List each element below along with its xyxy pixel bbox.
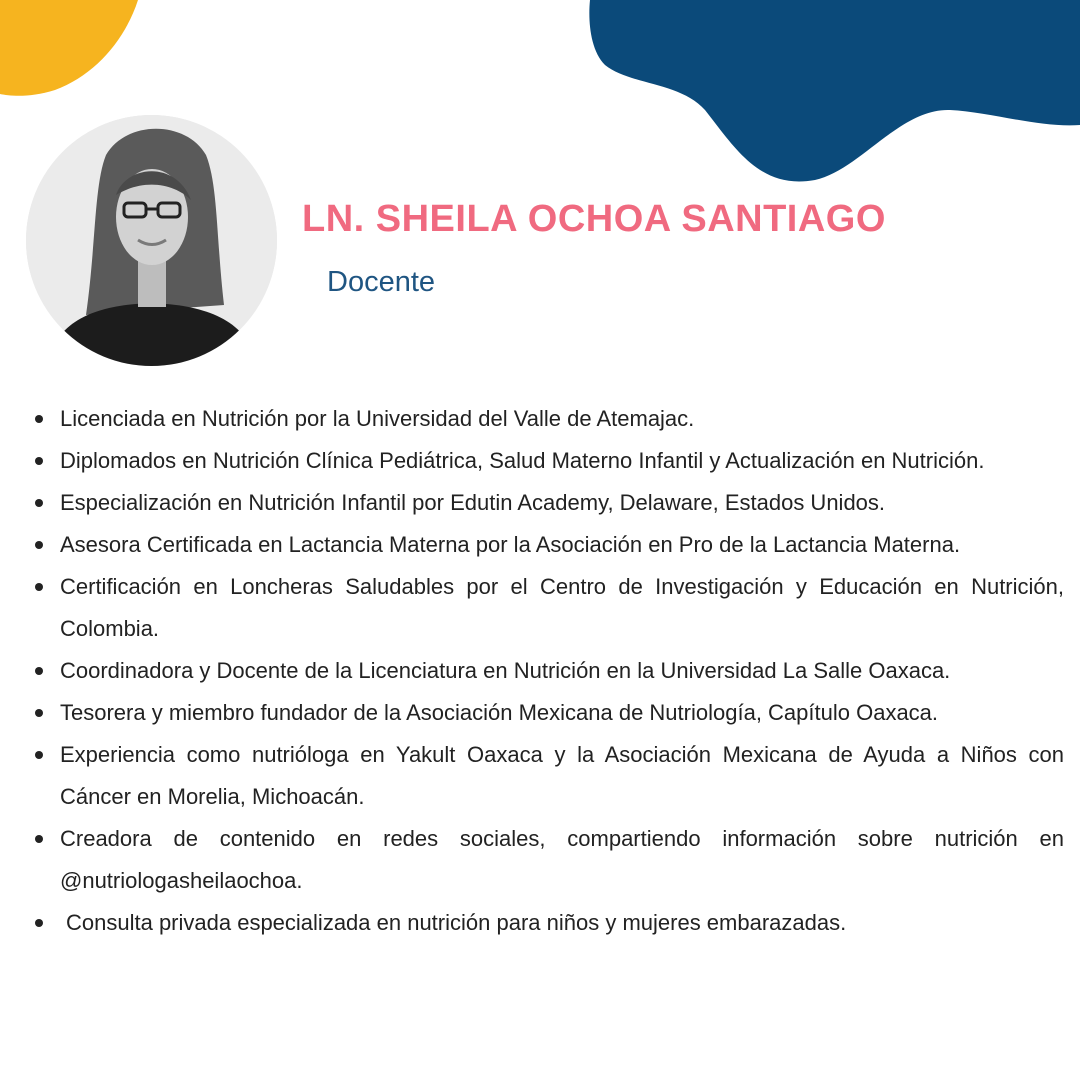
list-item: Creadora de contenido en redes sociales, compartiendo información sobre nutrición en @nutriologasheilaochoa. [30, 818, 1064, 902]
navy-blob [589, 0, 1080, 181]
list-item: Coordinadora y Docente de la Licenciatura en Nutrición en la Universidad La Salle Oaxaca. [30, 650, 1064, 692]
portrait-image [26, 115, 277, 366]
avatar [26, 115, 277, 366]
list-item: Licenciada en Nutrición por la Universidad del Valle de Atemajac. [30, 398, 1064, 440]
profile-role: Docente [327, 266, 436, 298]
profile-name: LN. SHEILA OCHOA SANTIAGO [302, 198, 886, 240]
yellow-blob [0, 0, 138, 96]
list-item: Diplomados en Nutrición Clínica Pediátrica, Salud Materno Infantil y Actualización en Nutrición. [30, 440, 1064, 482]
list-item: Especialización en Nutrición Infantil por Edutin Academy, Delaware, Estados Unidos. [30, 482, 1064, 524]
list-item: Tesorera y miembro fundador de la Asociación Mexicana de Nutriología, Capítulo Oaxaca. [30, 692, 1064, 734]
credentials-list [30, 398, 1064, 944]
list-item: Consulta privada especializada en nutrición para niños y mujeres embarazadas. [30, 902, 1064, 944]
list-item: Certificación en Loncheras Saludables por el Centro de Investigación y Educación en Nutrición, Colombia. [30, 566, 1064, 650]
list-item: Asesora Certificada en Lactancia Materna por la Asociación en Pro de la Lactancia Materna. [30, 524, 1064, 566]
list-item: Experiencia como nutrióloga en Yakult Oaxaca y la Asociación Mexicana de Ayuda a Niños con Cáncer en Morelia, Michoacán. [30, 734, 1064, 818]
